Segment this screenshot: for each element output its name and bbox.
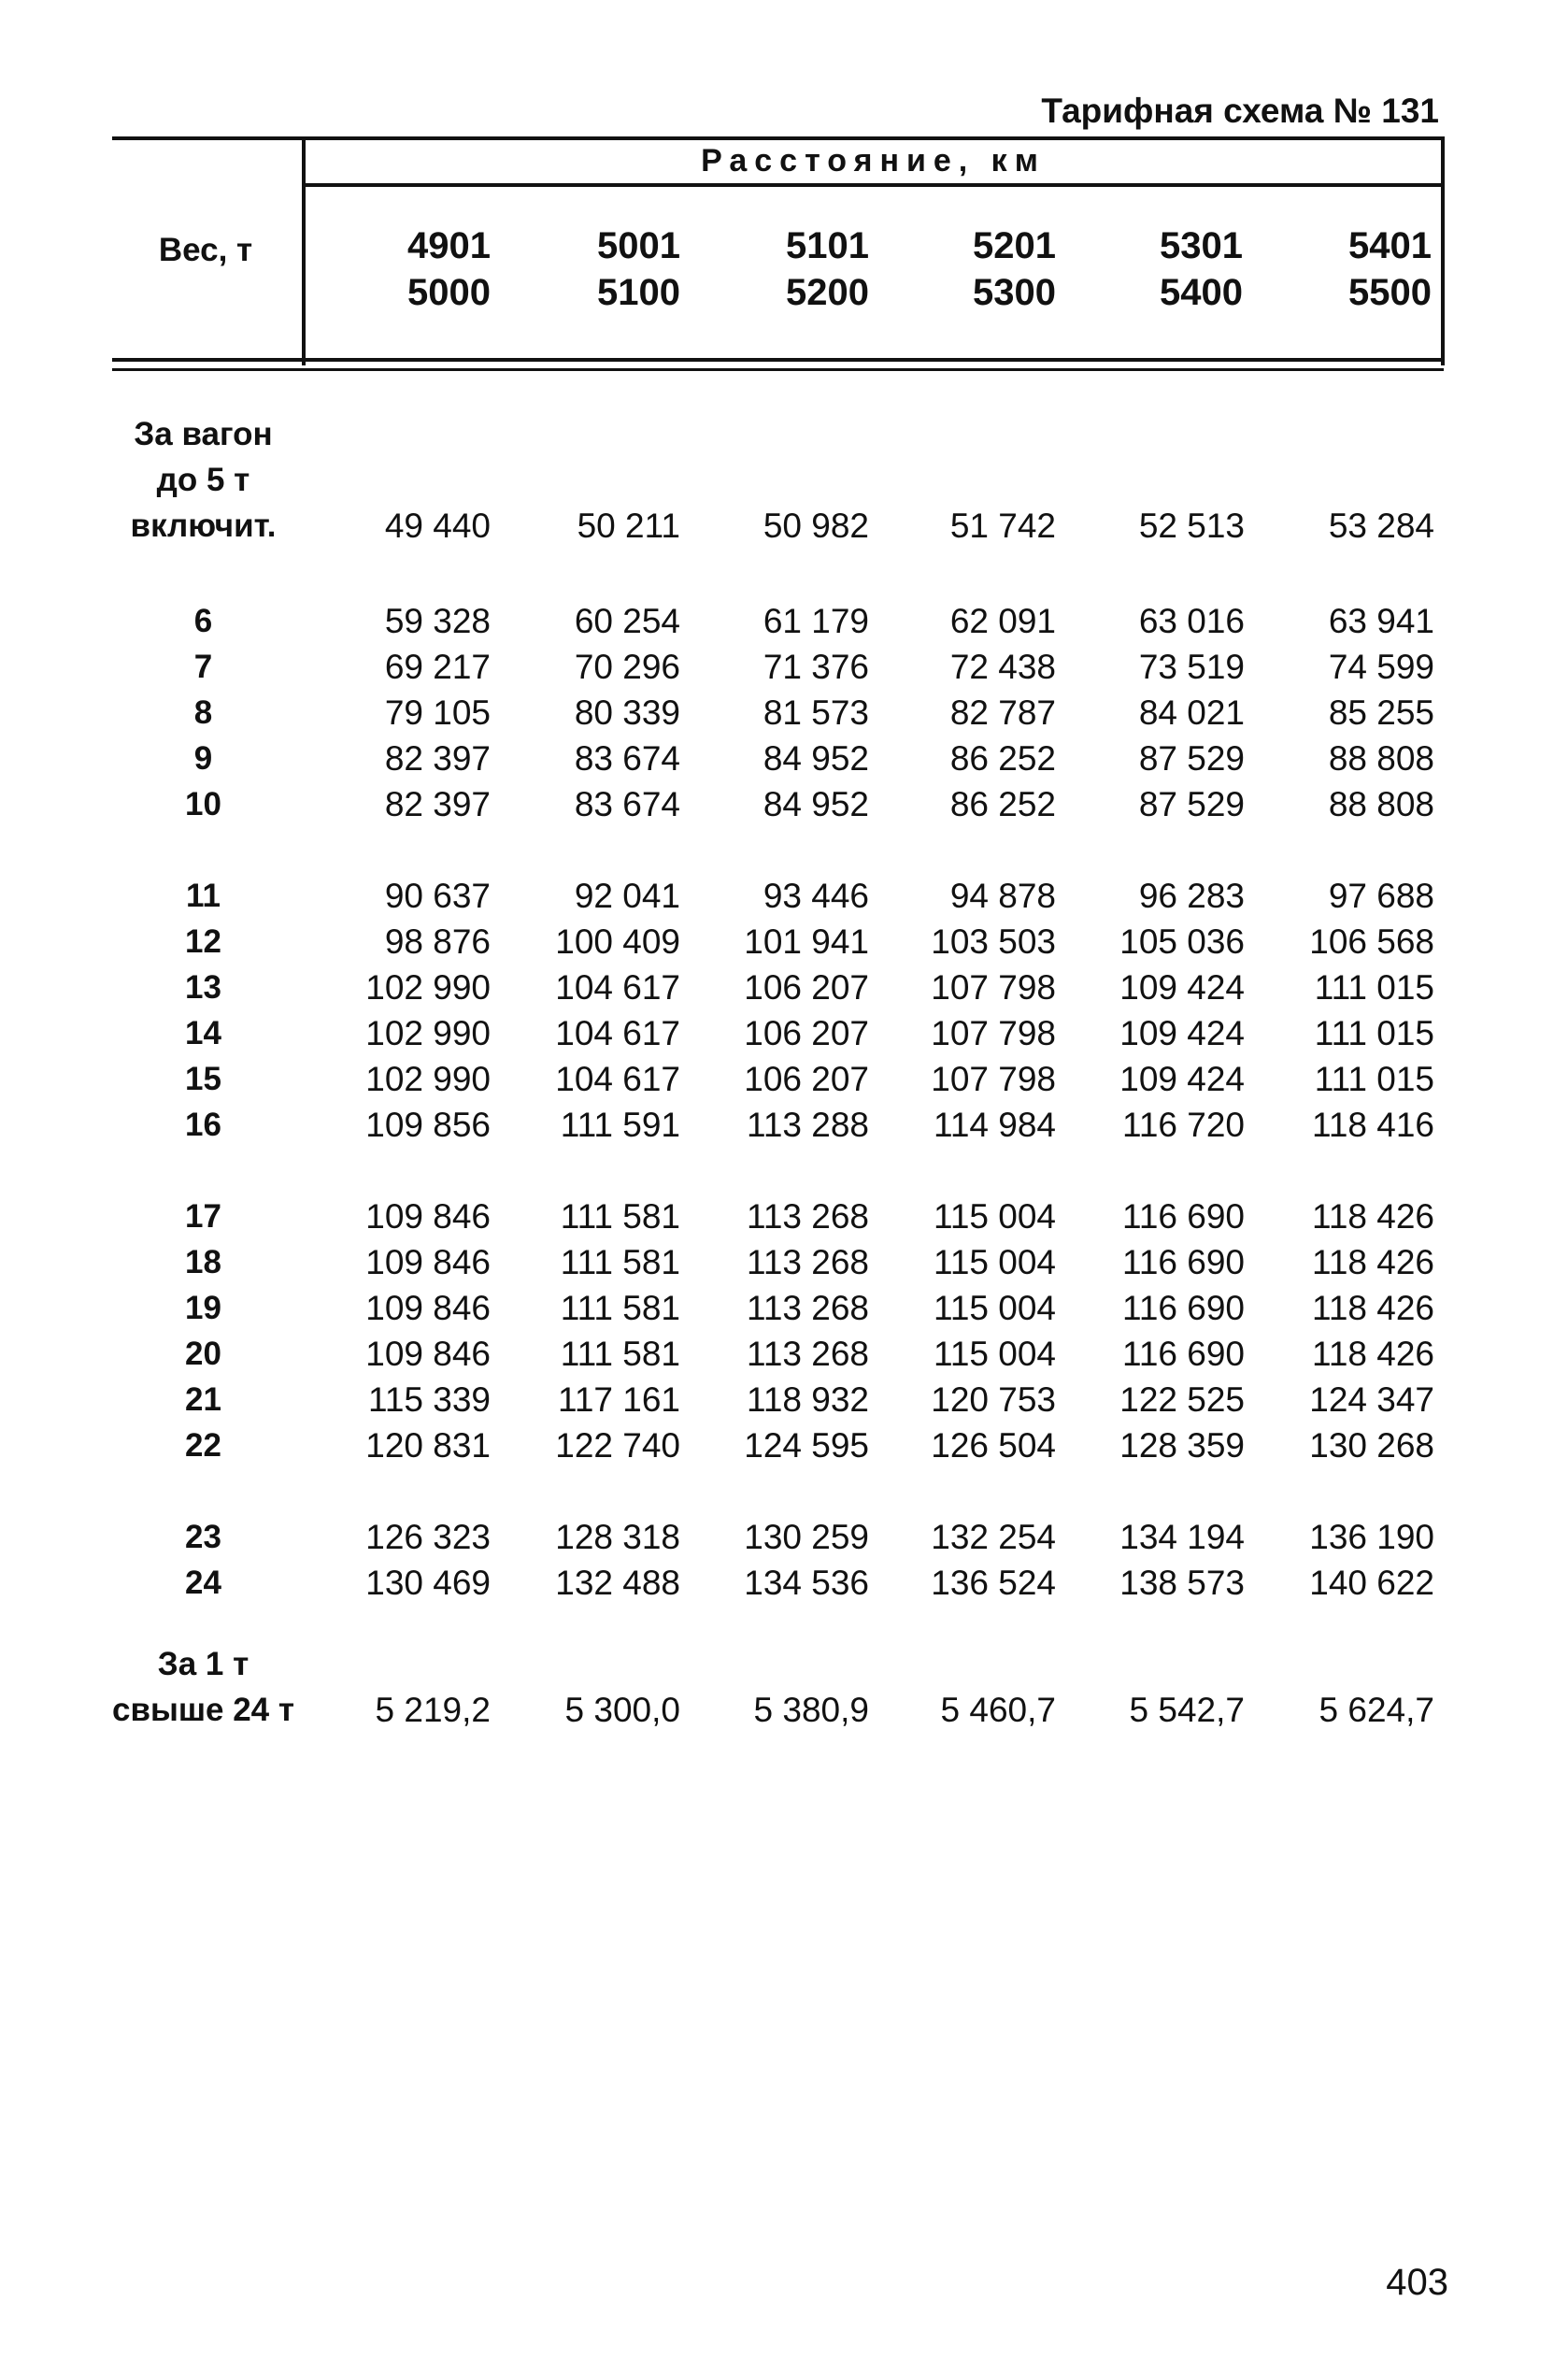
tariff-cell: 5 624,7	[1319, 1691, 1434, 1729]
tariff-cell: 109 424	[1119, 1060, 1245, 1098]
tariff-cell: 63 016	[1138, 602, 1245, 640]
tariff-cell: 136 190	[1309, 1518, 1434, 1556]
range-from: 5101	[786, 225, 869, 266]
tariff-cell: 50 211	[577, 507, 680, 545]
first-row-label	[103, 411, 304, 549]
tariff-cell: 118 416	[1312, 1106, 1434, 1144]
range-column-header	[1093, 222, 1243, 316]
tariff-cell: 90 637	[384, 877, 491, 915]
tariff-cell: 138 573	[1119, 1564, 1245, 1602]
tariff-cell: 83 674	[574, 739, 680, 778]
range-from: 5201	[973, 225, 1056, 266]
tariff-cell: 105 036	[1119, 922, 1245, 961]
tariff-cell: 86 252	[949, 739, 1056, 778]
header-subheader-rule	[302, 183, 1444, 187]
tariff-cell: 116 690	[1122, 1243, 1245, 1281]
tariff-cell: 82 397	[384, 785, 491, 823]
tariff-cell: 79 105	[384, 693, 491, 732]
range-to: 5100	[597, 272, 680, 313]
weight-cell: 8	[193, 694, 213, 731]
label-line: свыше 24 т	[111, 1692, 295, 1728]
tariff-cell: 5 219,2	[375, 1691, 491, 1729]
weight-cell: 6	[193, 603, 213, 639]
tariff-cell: 130 259	[744, 1518, 869, 1556]
tariff-cell: 116 690	[1122, 1197, 1245, 1236]
tariff-cell: 93 446	[763, 877, 869, 915]
tariff-cell: 115 004	[934, 1289, 1056, 1327]
tariff-cell: 5 300,0	[564, 1691, 680, 1729]
range-column-header	[906, 222, 1056, 316]
range-column-header	[720, 222, 869, 316]
tariff-cell: 132 488	[555, 1564, 680, 1602]
tariff-cell: 102 990	[365, 1060, 491, 1098]
range-from: 5301	[1160, 225, 1243, 266]
weight-cell: 17	[185, 1198, 221, 1235]
tariff-cell: 51 742	[949, 507, 1056, 545]
tariff-cell: 114 984	[934, 1106, 1056, 1144]
range-column-header	[341, 222, 491, 316]
scheme-title: Тарифная схема № 131	[1041, 92, 1439, 130]
tariff-cell: 88 808	[1328, 785, 1434, 823]
tariff-cell: 109 424	[1119, 1014, 1245, 1052]
tariff-cell: 85 255	[1328, 693, 1434, 732]
weight-cell: 20	[185, 1336, 221, 1372]
tariff-cell: 113 268	[747, 1243, 869, 1281]
tariff-cell: 104 617	[555, 1014, 680, 1052]
tariff-cell: 82 787	[949, 693, 1056, 732]
label-line: За 1 т	[157, 1646, 249, 1682]
tariff-cell: 60 254	[574, 602, 680, 640]
tariff-cell: 113 268	[747, 1335, 869, 1373]
tariff-cell: 111 015	[1314, 1060, 1434, 1098]
weight-cell: 15	[185, 1061, 221, 1097]
tariff-cell: 73 519	[1138, 648, 1245, 686]
tariff-cell: 96 283	[1138, 877, 1245, 915]
tariff-cell: 118 426	[1312, 1289, 1434, 1327]
range-from: 5401	[1348, 225, 1432, 266]
tariff-cell: 109 846	[365, 1197, 491, 1236]
tariff-cell: 118 932	[747, 1380, 869, 1419]
tariff-cell: 106 568	[1309, 922, 1434, 961]
tariff-cell: 113 268	[747, 1197, 869, 1236]
header-right-border	[1441, 136, 1445, 365]
tariff-cell: 94 878	[949, 877, 1056, 915]
tariff-cell: 115 339	[368, 1380, 491, 1419]
tariff-cell: 80 339	[574, 693, 680, 732]
tariff-cell: 69 217	[384, 648, 491, 686]
tariff-cell: 106 207	[744, 1014, 869, 1052]
tariff-cell: 53 284	[1328, 507, 1434, 545]
range-to: 5300	[973, 272, 1056, 313]
weight-header: Вес, т	[158, 232, 253, 268]
tariff-cell: 83 674	[574, 785, 680, 823]
tariff-cell: 113 288	[747, 1106, 869, 1144]
tariff-cell: 132 254	[931, 1518, 1056, 1556]
tariff-cell: 49 440	[384, 507, 491, 545]
tariff-cell: 130 469	[365, 1564, 491, 1602]
range-column-header	[531, 222, 680, 316]
tariff-cell: 61 179	[763, 602, 869, 640]
tariff-cell: 111 581	[560, 1243, 680, 1281]
tariff-cell: 122 740	[555, 1426, 680, 1465]
tariff-cell: 5 380,9	[753, 1691, 869, 1729]
tariff-cell: 87 529	[1138, 739, 1245, 778]
page-number: 403	[1386, 2262, 1448, 2303]
tariff-cell: 122 525	[1119, 1380, 1245, 1419]
range-to: 5400	[1160, 272, 1243, 313]
range-to: 5000	[407, 272, 491, 313]
tariff-cell: 81 573	[763, 693, 869, 732]
tariff-cell: 115 004	[934, 1243, 1056, 1281]
tariff-cell: 111 581	[560, 1335, 680, 1373]
weight-cell: 22	[185, 1427, 221, 1464]
tariff-cell: 124 347	[1309, 1380, 1434, 1419]
tariff-cell: 120 831	[365, 1426, 491, 1465]
tariff-cell: 117 161	[558, 1380, 680, 1419]
tariff-cell: 92 041	[574, 877, 680, 915]
weight-cell: 9	[193, 740, 213, 777]
tariff-cell: 104 617	[555, 968, 680, 1007]
tariff-cell: 126 504	[931, 1426, 1056, 1465]
tariff-cell: 118 426	[1312, 1197, 1434, 1236]
tariff-cell: 59 328	[384, 602, 491, 640]
tariff-cell: 101 941	[744, 922, 869, 961]
tariff-cell: 88 808	[1328, 739, 1434, 778]
tariff-cell: 102 990	[365, 968, 491, 1007]
tariff-cell: 106 207	[744, 968, 869, 1007]
weight-cell: 13	[185, 969, 221, 1006]
tariff-cell: 118 426	[1312, 1243, 1434, 1281]
tariff-cell: 118 426	[1312, 1335, 1434, 1373]
tariff-cell: 98 876	[384, 922, 491, 961]
tariff-cell: 111 581	[560, 1197, 680, 1236]
weight-cell: 7	[193, 649, 213, 685]
tariff-cell: 62 091	[949, 602, 1056, 640]
tariff-cell: 74 599	[1328, 648, 1434, 686]
tariff-cell: 84 952	[763, 785, 869, 823]
tariff-cell: 140 622	[1309, 1564, 1434, 1602]
tariff-cell: 136 524	[931, 1564, 1056, 1602]
last-row-label	[103, 1641, 304, 1733]
tariff-cell: 107 798	[931, 1060, 1056, 1098]
tariff-cell: 103 503	[931, 922, 1056, 961]
tariff-cell: 104 617	[555, 1060, 680, 1098]
tariff-cell: 126 323	[365, 1518, 491, 1556]
weight-cell: 11	[186, 878, 221, 914]
tariff-cell: 71 376	[763, 648, 869, 686]
tariff-cell: 107 798	[931, 968, 1056, 1007]
tariff-cell: 130 268	[1309, 1426, 1434, 1465]
tariff-cell: 116 690	[1122, 1289, 1245, 1327]
header-bottom-rule-double	[112, 368, 1444, 371]
weight-cell: 18	[185, 1244, 221, 1280]
tariff-cell: 124 595	[744, 1426, 869, 1465]
label-line: За вагон	[134, 416, 273, 452]
tariff-cell: 111 591	[560, 1106, 680, 1144]
tariff-cell: 134 194	[1119, 1518, 1245, 1556]
tariff-cell: 120 753	[931, 1380, 1056, 1419]
tariff-cell: 97 688	[1328, 877, 1434, 915]
tariff-cell: 84 952	[763, 739, 869, 778]
range-to: 5500	[1348, 272, 1432, 313]
weight-cell: 14	[185, 1015, 221, 1051]
tariff-cell: 106 207	[744, 1060, 869, 1098]
tariff-cell: 115 004	[934, 1335, 1056, 1373]
tariff-cell: 72 438	[949, 648, 1056, 686]
tariff-cell: 109 846	[365, 1243, 491, 1281]
tariff-cell: 86 252	[949, 785, 1056, 823]
tariff-cell: 109 846	[365, 1335, 491, 1373]
tariff-cell: 134 536	[744, 1564, 869, 1602]
weight-cell: 12	[185, 923, 221, 960]
tariff-cell: 109 856	[365, 1106, 491, 1144]
weight-cell: 19	[185, 1290, 221, 1326]
tariff-cell: 87 529	[1138, 785, 1245, 823]
tariff-cell: 111 015	[1314, 968, 1434, 1007]
weight-cell: 21	[185, 1381, 221, 1418]
header-bottom-rule	[112, 358, 1444, 362]
weight-cell: 16	[185, 1107, 221, 1143]
tariff-cell: 116 720	[1122, 1106, 1245, 1144]
tariff-cell: 128 318	[555, 1518, 680, 1556]
tariff-cell: 109 424	[1119, 968, 1245, 1007]
tariff-cell: 84 021	[1138, 693, 1245, 732]
weight-cell: 10	[185, 786, 221, 822]
tariff-cell: 50 982	[763, 507, 869, 545]
tariff-cell: 111 581	[560, 1289, 680, 1327]
tariff-cell: 52 513	[1138, 507, 1245, 545]
tariff-cell: 70 296	[574, 648, 680, 686]
tariff-cell: 116 690	[1122, 1335, 1245, 1373]
tariff-cell: 5 542,7	[1129, 1691, 1245, 1729]
tariff-cell: 63 941	[1328, 602, 1434, 640]
range-from: 4901	[407, 225, 491, 266]
tariff-cell: 100 409	[555, 922, 680, 961]
tariff-cell: 113 268	[747, 1289, 869, 1327]
tariff-cell: 111 015	[1314, 1014, 1434, 1052]
tariff-cell: 109 846	[365, 1289, 491, 1327]
distance-header: Расстояние, км	[701, 143, 1046, 179]
range-column-header	[1282, 222, 1432, 316]
weight-cell: 23	[185, 1519, 221, 1555]
weight-cell: 24	[185, 1565, 221, 1601]
tariff-cell: 102 990	[365, 1014, 491, 1052]
tariff-cell: 82 397	[384, 739, 491, 778]
tariff-cell: 115 004	[934, 1197, 1056, 1236]
label-line: до 5 т	[156, 462, 250, 498]
tariff-cell: 107 798	[931, 1014, 1056, 1052]
tariff-cell: 128 359	[1119, 1426, 1245, 1465]
label-line: включит.	[130, 507, 277, 544]
range-from: 5001	[597, 225, 680, 266]
range-to: 5200	[786, 272, 869, 313]
tariff-cell: 5 460,7	[940, 1691, 1056, 1729]
